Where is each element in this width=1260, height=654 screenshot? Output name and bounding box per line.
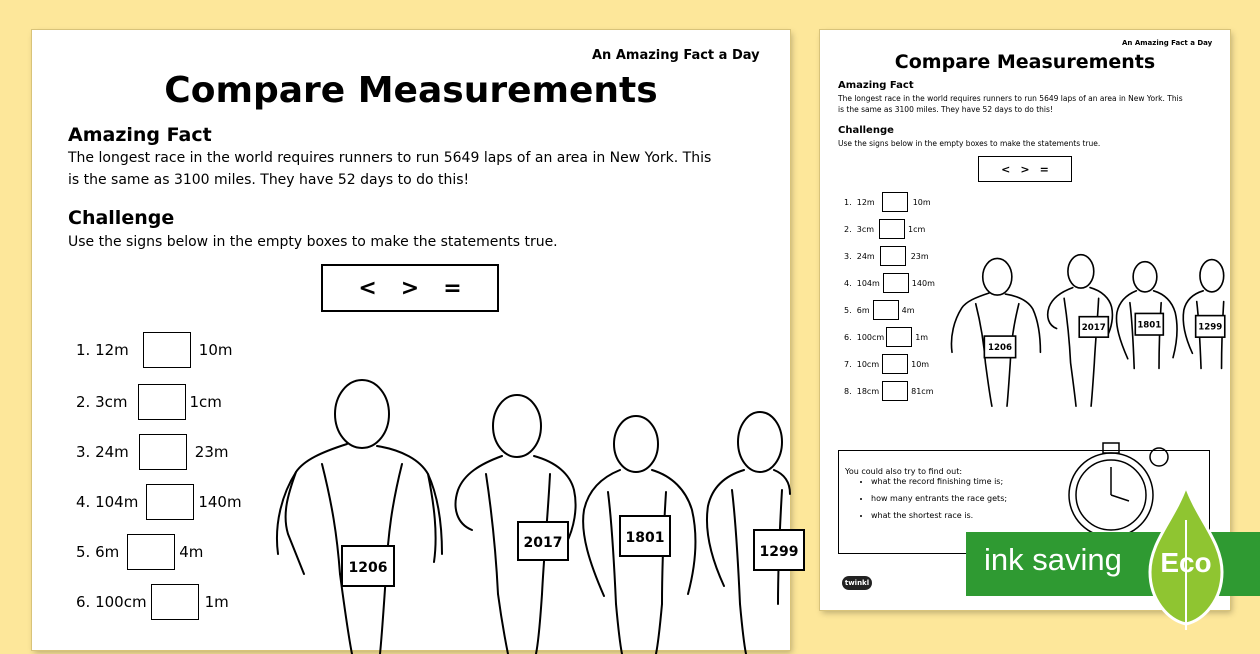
answer-box[interactable]	[886, 327, 912, 347]
question-number: 6.	[76, 593, 91, 611]
answer-box[interactable]	[880, 246, 906, 266]
question-right: 1cm	[189, 393, 222, 411]
question-right: 10m	[911, 359, 930, 369]
question-right: 140m	[911, 278, 935, 288]
fact-heading: Amazing Fact	[68, 124, 212, 146]
bib-label: 1206	[348, 560, 388, 576]
fact-line-1: The longest race in the world requires runners to run 5649 laps of an area in New York. This	[838, 94, 1183, 103]
question-right: 1cm	[908, 224, 926, 234]
runners-illustration	[938, 208, 1228, 448]
bib-label: 1206	[988, 343, 1012, 354]
question-number: 2.	[76, 393, 91, 411]
answer-box[interactable]	[882, 192, 908, 212]
answer-box[interactable]	[127, 534, 175, 570]
answer-box[interactable]	[151, 584, 199, 620]
question-right: 23m	[194, 443, 229, 461]
bib-label: 1801	[1137, 320, 1162, 331]
question-left: 6m	[95, 543, 120, 561]
question-right: 140m	[198, 493, 242, 511]
extension-item: • how many entrants the race gets;	[871, 494, 1007, 503]
answer-box[interactable]	[146, 484, 194, 520]
question-left: 24m	[856, 251, 875, 261]
question-left: 3cm	[856, 224, 875, 234]
less-than-sign: <	[358, 275, 377, 301]
page-title: Compare Measurements	[164, 70, 658, 111]
bib-label: 2017	[1081, 323, 1106, 334]
answer-box[interactable]	[882, 381, 908, 401]
tagline: An Amazing Fact a Day	[1122, 39, 1213, 47]
question-2	[76, 384, 222, 420]
question-left: 6m	[856, 305, 870, 315]
question-right: 4m	[901, 305, 915, 315]
fact-line-1: The longest race in the world requires runners to run 5649 laps of an area in New York. This	[68, 150, 712, 166]
question-number: 8.	[844, 386, 852, 396]
fact-text	[838, 93, 1183, 116]
question-6	[76, 584, 229, 620]
signs-box	[978, 156, 1072, 182]
question-number: 7.	[844, 359, 852, 369]
eco-leaf-icon	[1138, 480, 1260, 630]
signs-box	[321, 264, 499, 312]
answer-box[interactable]	[138, 384, 186, 420]
bib-label: 1299	[759, 544, 799, 560]
extension-list	[853, 477, 1007, 528]
question-number: 2.	[844, 224, 852, 234]
extension-item: • what the shortest race is.	[871, 511, 1007, 520]
question-right: 1m	[915, 332, 929, 342]
challenge-text: Use the signs below in the empty boxes to make the statements true.	[68, 234, 558, 250]
question-right: 81cm	[911, 386, 934, 396]
question-7	[844, 354, 929, 374]
question-right: 1m	[204, 593, 229, 611]
question-left: 12m	[95, 341, 129, 359]
question-1	[76, 332, 233, 368]
equals-sign: =	[1039, 162, 1049, 176]
question-8	[844, 381, 933, 401]
bib-label: 1801	[625, 530, 665, 546]
question-5	[76, 534, 203, 570]
question-number: 5.	[76, 543, 91, 561]
twinkl-logo: twinkl	[842, 576, 872, 590]
worksheet-page-large	[32, 30, 799, 650]
fact-text	[68, 148, 711, 191]
question-number: 3.	[844, 251, 852, 261]
equals-sign: =	[443, 275, 462, 301]
question-left: 3cm	[95, 393, 128, 411]
answer-box[interactable]	[873, 300, 899, 320]
question-left: 12m	[856, 197, 875, 207]
question-right: 23m	[910, 251, 929, 261]
question-left: 18cm	[856, 386, 880, 396]
question-6	[844, 327, 928, 347]
question-number: 4.	[844, 278, 852, 288]
question-number: 4.	[76, 493, 91, 511]
runners-illustration	[252, 364, 799, 654]
question-number: 1.	[844, 197, 852, 207]
fact-heading: Amazing Fact	[838, 80, 914, 91]
bib-label: 1299	[1198, 322, 1223, 333]
question-right: 4m	[179, 543, 204, 561]
question-number: 3.	[76, 443, 91, 461]
question-1	[844, 192, 931, 212]
fact-line-2: is the same as 3100 miles. They have 52 days to do this!	[68, 171, 470, 188]
question-4	[76, 484, 242, 520]
fact-line-2: is the same as 3100 miles. They have 52 days to do this!	[838, 105, 1053, 115]
question-2	[844, 219, 925, 239]
question-number: 6.	[844, 332, 852, 342]
question-3	[844, 246, 929, 266]
question-right: 10m	[198, 341, 233, 359]
challenge-heading: Challenge	[68, 207, 175, 229]
extension-item: • what the record finishing time is;	[871, 477, 1007, 486]
answer-box[interactable]	[143, 332, 191, 368]
question-number: 5.	[844, 305, 852, 315]
question-left: 104m	[856, 278, 880, 288]
question-left: 100cm	[95, 593, 147, 611]
question-4	[844, 273, 935, 293]
bib-label: 2017	[523, 535, 563, 551]
question-left: 104m	[95, 493, 139, 511]
greater-than-sign: >	[400, 275, 420, 301]
question-5	[844, 300, 915, 320]
question-3	[76, 434, 229, 470]
challenge-heading: Challenge	[838, 125, 894, 136]
question-left: 24m	[95, 443, 129, 461]
answer-box[interactable]	[882, 354, 908, 374]
ink-saving-label: ink saving	[984, 542, 1122, 577]
less-than-sign: <	[1001, 162, 1011, 176]
tagline: An Amazing Fact a Day	[592, 48, 760, 63]
question-left: 10cm	[856, 359, 880, 369]
answer-box[interactable]	[879, 219, 905, 239]
challenge-text: Use the signs below in the empty boxes to make the statements true.	[838, 139, 1101, 148]
greater-than-sign: >	[1020, 162, 1030, 176]
answer-box[interactable]	[883, 273, 909, 293]
extension-lead: You could also try to find out:	[845, 467, 963, 476]
question-number: 1.	[76, 341, 91, 359]
eco-label: Eco	[1160, 547, 1212, 578]
page-title: Compare Measurements	[894, 51, 1156, 73]
question-right: 10m	[912, 197, 931, 207]
answer-box[interactable]	[139, 434, 187, 470]
question-left: 100cm	[856, 332, 885, 342]
